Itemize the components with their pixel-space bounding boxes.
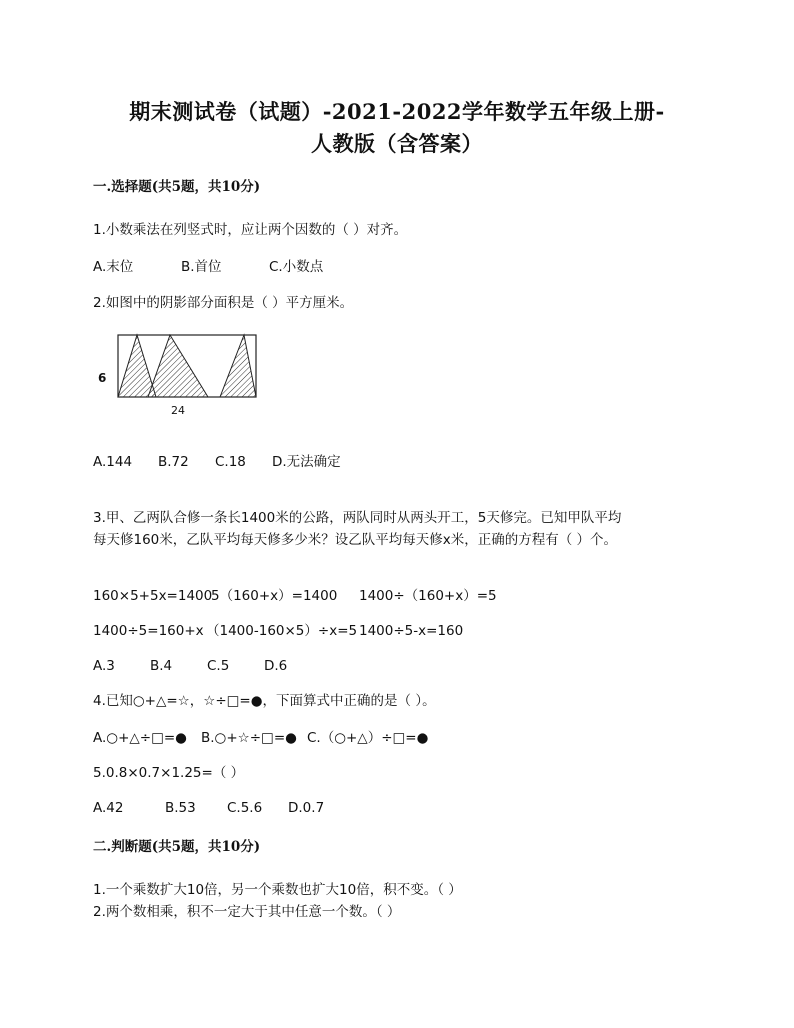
figure-width-label: 24 — [171, 404, 185, 417]
q5-option-c: C.5.6 — [227, 800, 263, 816]
q1-text: 1.小数乘法在列竖式时，应让两个因数的（ ）对齐。 — [93, 222, 408, 238]
q3-options — [93, 657, 287, 675]
exam-title-line2: 人教版（含答案） — [311, 131, 483, 156]
q3-option-a: A.3 — [93, 658, 115, 674]
q3-option-d: D.6 — [264, 658, 288, 674]
q2-option-d: D.无法确定 — [272, 454, 341, 470]
q3-equation-6: 1400÷5-x=160 — [359, 623, 464, 639]
section2-heading: 二.判断题(共5题，共10分) — [93, 839, 261, 855]
q5-option-b: B.53 — [165, 800, 196, 816]
q3-equations-row1 — [93, 587, 497, 605]
q5-text: 5.0.8×0.7×1.25=（ ） — [93, 765, 245, 781]
q3-text-line1: 3.甲、乙两队合修一条长1400米的公路，两队同时从两头开工，5天修完。已知甲队平均 — [93, 510, 622, 526]
q3-equation-5: （1400-160×5）÷x=5 — [206, 623, 358, 639]
shaded-triangle-2 — [148, 335, 208, 397]
figure-height-label: 6 — [98, 371, 107, 385]
q5-option-a: A.42 — [93, 800, 124, 816]
q4-options — [93, 729, 428, 747]
q1-option-c: C.小数点 — [269, 259, 324, 275]
q4-text: 4.已知○+△=☆，☆÷□=●，下面算式中正确的是（ ）。 — [93, 693, 436, 709]
q4-option-a: A.○+△÷□=● — [93, 730, 187, 746]
q3-equation-2: 5（160+x）=1400 — [211, 588, 338, 604]
q2-text: 2.如图中的阴影部分面积是（ ）平方厘米。 — [93, 295, 354, 311]
q5-options — [93, 799, 324, 817]
q5-option-d: D.0.7 — [288, 800, 325, 816]
q3-equation-3: 1400÷（160+x）=5 — [359, 588, 497, 604]
q2-option-b: B.72 — [158, 454, 189, 470]
q2-option-c: C.18 — [215, 454, 246, 470]
q3-text-line2: 每天修160米，乙队平均每天修多少米？设乙队平均每天修x米，正确的方程有（ ）个。 — [93, 532, 618, 548]
q4-option-c: C.（○+△）÷□=● — [307, 730, 429, 746]
q4-option-b: B.○+☆÷□=● — [201, 730, 297, 746]
section1-heading: 一.选择题(共5题，共10分) — [93, 179, 261, 195]
q1-options — [93, 258, 323, 276]
q1-option-b: B.首位 — [181, 259, 222, 275]
q2-triangles-figure — [90, 328, 270, 420]
q1-option-a: A.末位 — [93, 259, 134, 275]
q2-option-a: A.144 — [93, 454, 133, 470]
q3-equation-1: 160×5+5x=1400 — [93, 588, 213, 604]
exam-title-line1: 期末测试卷（试题）-2021-2022学年数学五年级上册- — [129, 99, 665, 124]
shaded-triangle-1 — [118, 335, 156, 397]
q2-options — [93, 453, 341, 471]
judge-q2-text: 2.两个数相乘，积不一定大于其中任意一个数。（ ） — [93, 904, 401, 920]
q3-option-c: C.5 — [207, 658, 230, 674]
q3-equation-4: 1400÷5=160+x — [93, 623, 204, 639]
shaded-triangle-3 — [220, 335, 256, 397]
q3-option-b: B.4 — [150, 658, 173, 674]
q3-equations-row2 — [93, 622, 463, 640]
judge-q1-text: 1.一个乘数扩大10倍，另一个乘数也扩大10倍，积不变。（ ） — [93, 882, 462, 898]
